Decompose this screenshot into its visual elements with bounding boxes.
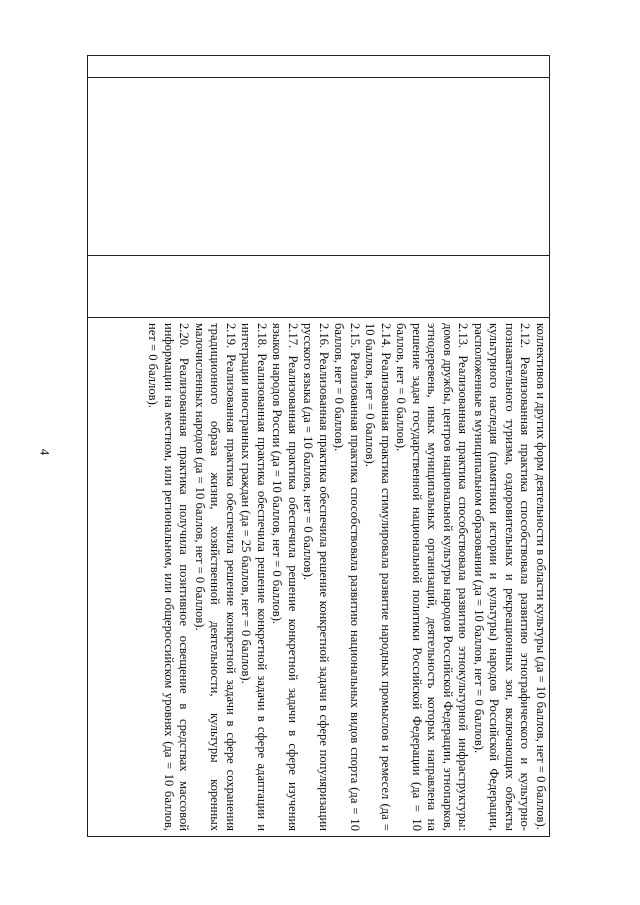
criteria-item: 2.15. Реализованная практика способствовала развитию национальных видов спорта (да = 10 баллов, нет = 0 баллов). <box>332 323 362 831</box>
criteria-item: 2.20. Реализованная практика получила позитивное освещение в средствах массовой информации на местном, или региональном, или общероссийском уровнях (да = 10 баллов, нет = 0 баллов). <box>146 323 192 831</box>
criteria-description-cell <box>88 318 550 837</box>
page-number: 4 <box>37 448 53 456</box>
criteria-item: 2.18. Реализованная практика обеспечила решение конкретной задачи в сфере адаптации и интеграции иностранных граждан (да = 25 баллов, нет = 0 баллов). <box>239 323 269 831</box>
empty-cell-number <box>88 56 550 78</box>
empty-cell-points <box>88 256 550 318</box>
criteria-item: 2.12. Реализованная практика способствовала развитию этнографического и культурно-познавательного туризма, оздоровительных и рекреационных зон, включающих объекты культурного наследия (памятники истории и культуры) народов Российской Федерации, расположенные в муниципальном образовании (да = 10 баллов, нет = 0 баллов). <box>472 323 533 831</box>
criteria-item: 2.13. Реализованная практика способствовала развитию этнокультурной инфраструктуры: домов дружбы, центров национальной культуры народов Российской Федерации, этнопарков, этнодеревень, иных муниципальных организаций, деятельность которых направлена на решение задач государственной национальной политики Российской Федерации (да = 10 баллов, нет = 0 баллов). <box>394 323 471 831</box>
criteria-item: 2.16. Реализованная практика обеспечила решение конкретной задачи в сфере популяризации русского языка (да = 10 баллов, нет = 0 баллов). <box>301 323 331 831</box>
empty-cell-criterion <box>88 78 550 256</box>
rotated-page <box>87 55 550 837</box>
criteria-item: 2.14. Реализованная практика стимулировала развитие народных промыслов и ремесел (да = 10 баллов, нет = 0 баллов). <box>363 323 393 831</box>
criteria-item: 2.19. Реализованная практика обеспечила решение конкретной задачи в сфере сохранения традиционного образа жизни, хозяйственной деятельности, культуры коренных малочисленных народов (да = 10 баллов, нет = 0 баллов). <box>193 323 238 831</box>
table-row <box>88 56 550 837</box>
criteria-item: коллективов и других форм деятельности в области культуры (да = 10 баллов, нет = 0 баллов). <box>534 323 548 830</box>
criteria-table <box>87 55 550 837</box>
criteria-item: 2.17. Реализованная практика обеспечила решение конкретной задачи в сфере изучения языков народов России (да = 10 баллов, нет = 0 баллов). <box>270 323 300 831</box>
